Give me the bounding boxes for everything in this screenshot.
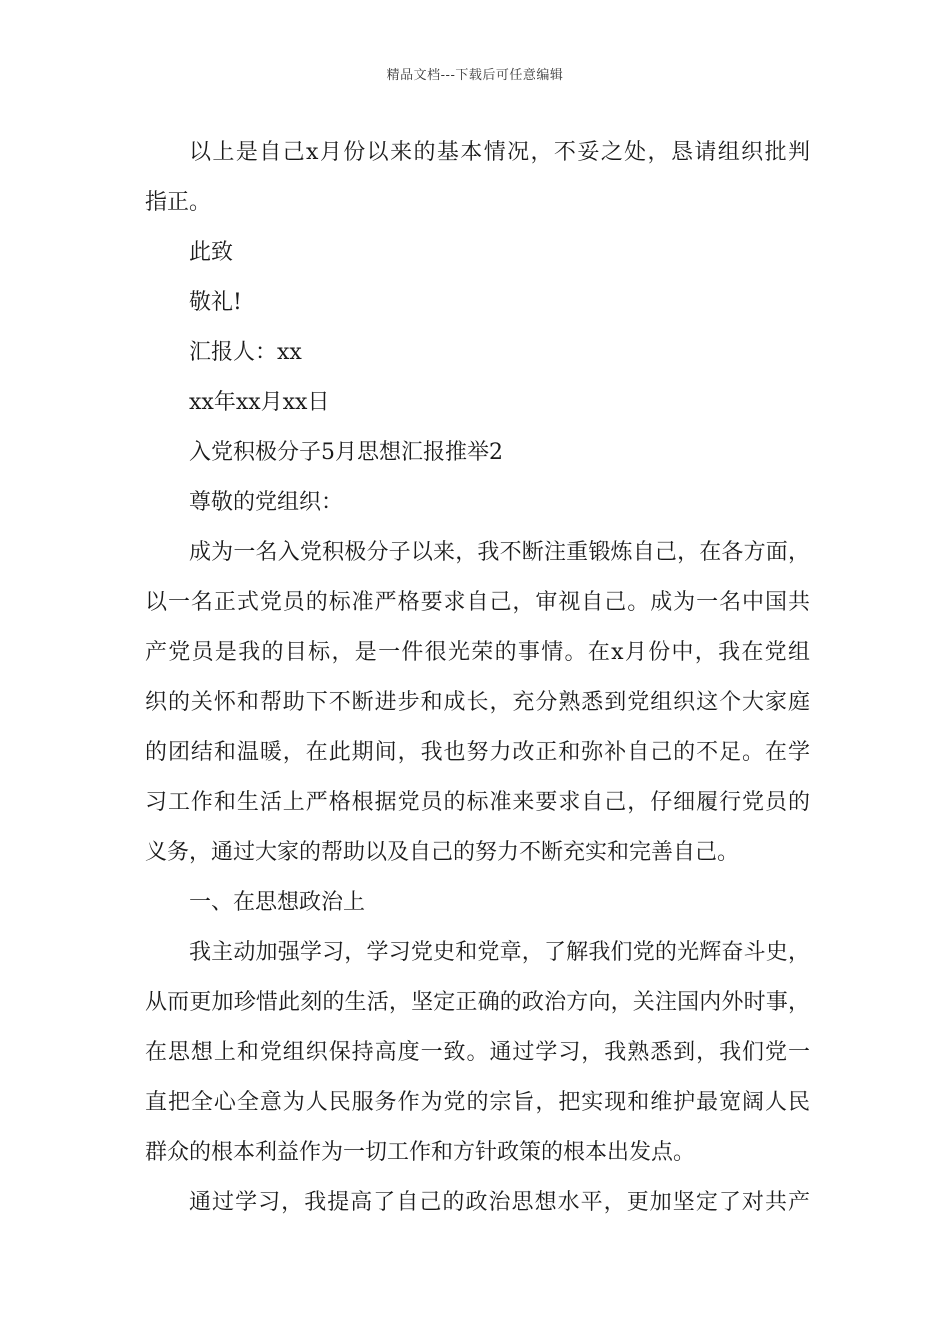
text-line: 以一名正式党员的标准严格要求自己，审视自己。成为一名中国共 xyxy=(145,590,810,615)
section-title: 入党积极分子5月思想汇报推举2 xyxy=(189,440,503,465)
closing-salutation: 此致 xyxy=(189,240,234,265)
subsection-heading: 一、在思想政治上 xyxy=(189,890,366,915)
reporter-signature: 汇报人：xx xyxy=(189,340,302,365)
text-line: 习工作和生活上严格根据党员的标准来要求自己，仔细履行党员的 xyxy=(145,790,810,815)
document-body xyxy=(145,128,810,1228)
text-line: 从而更加珍惜此刻的生活，坚定正确的政治方向，关注国内外时事， xyxy=(145,990,810,1015)
text-line: 义务，通过大家的帮助以及自己的努力不断充实和完善自己。 xyxy=(145,840,740,865)
page-header: 精品文档---下载后可任意编辑 xyxy=(386,68,564,83)
text-line: 织的关怀和帮助下不断进步和成长，充分熟悉到党组织这个大家庭 xyxy=(145,690,810,715)
report-date: xx年xx月xx日 xyxy=(189,390,330,415)
text-line: 直把全心全意为人民服务作为党的宗旨，把实现和维护最宽阔人民 xyxy=(145,1090,810,1115)
closing-respect: 敬礼! xyxy=(189,290,242,315)
salutation: 尊敬的党组织： xyxy=(189,490,344,515)
text-line: 通过学习，我提高了自己的政治思想水平，更加坚定了对共产 xyxy=(189,1190,810,1215)
text-line: 的团结和温暖，在此期间，我也努力改正和弥补自己的不足。在学 xyxy=(145,740,810,765)
text-line: 以上是自己x月份以来的基本情况，不妥之处，恳请组织批判 xyxy=(189,140,810,165)
text-line: 群众的根本利益作为一切工作和方针政策的根本出发点。 xyxy=(145,1140,696,1165)
text-line: 成为一名入党积极分子以来，我不断注重锻炼自己，在各方面， xyxy=(189,540,810,565)
text-line: 指正。 xyxy=(145,190,212,215)
text-line: 产党员是我的目标，是一件很光荣的事情。在x月份中，我在党组 xyxy=(145,640,810,665)
text-line: 在思想上和党组织保持高度一致。通过学习，我熟悉到，我们党一 xyxy=(145,1040,810,1065)
text-line: 我主动加强学习，学习党史和党章，了解我们党的光辉奋斗史， xyxy=(189,940,810,965)
